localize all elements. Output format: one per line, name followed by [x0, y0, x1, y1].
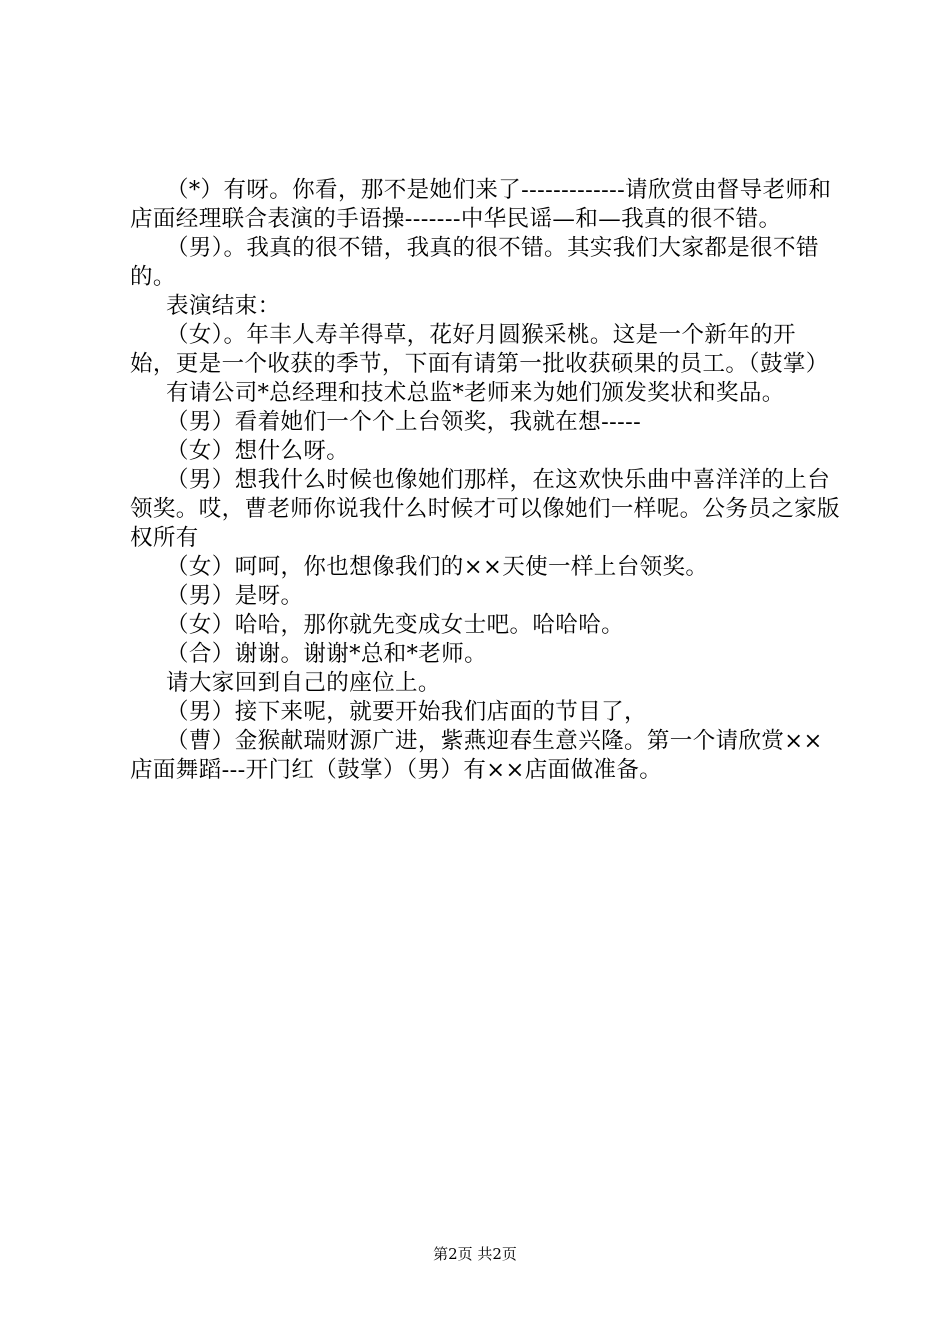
paragraph: （*）有呀。你看，那不是她们来了-------------请欣赏由督导老师和店面经理联合表演的手语操-------中华民谣—和—我真的很不错。: [130, 177, 832, 232]
paragraph: （男）看着她们一个个上台领奖，我就在想-----: [166, 409, 642, 435]
paragraph: （曹）金猴献瑞财源广进，紫燕迎春生意兴隆。第一个请欣赏××店面舞蹈---开门红（鼓掌）（男）有××店面做准备。: [130, 728, 823, 783]
paragraph: 有请公司*总经理和技术总监*老师来为她们颁发奖状和奖品。: [166, 380, 785, 406]
paragraph: （男）想我什么时候也像她们那样，在这欢快乐曲中喜洋洋的上台领奖。哎，曹老师你说我什么时候才可以像她们一样呢。公务员之家版权所有: [130, 467, 840, 551]
paragraph: 请大家回到自己的座位上。: [166, 670, 441, 696]
paragraph: （男）。我真的很不错，我真的很不错。其实我们大家都是很不错的。: [130, 235, 819, 290]
paragraph: （女）哈哈，那你就先变成女士吧。哈哈哈。: [166, 612, 625, 638]
paragraph: 表演结束：: [166, 293, 281, 319]
page-footer: 第2页 共2页: [433, 1245, 517, 1263]
document-body: [130, 176, 840, 785]
paragraph: （女）想什么呀。: [166, 438, 350, 464]
paragraph: （女）呵呵，你也想像我们的××天使一样上台领奖。: [166, 554, 709, 580]
paragraph: （男）接下来呢，就要开始我们店面的节目了，: [166, 699, 647, 725]
paragraph: （女）。年丰人寿羊得草，花好月圆猴采桃。这是一个新年的开始，更是一个收获的季节，下面有请第一批收获硕果的员工。（鼓掌）: [130, 322, 829, 377]
paragraph: （合）谢谢。谢谢*总和*老师。: [166, 641, 488, 667]
paragraph: （男）是呀。: [166, 583, 304, 609]
